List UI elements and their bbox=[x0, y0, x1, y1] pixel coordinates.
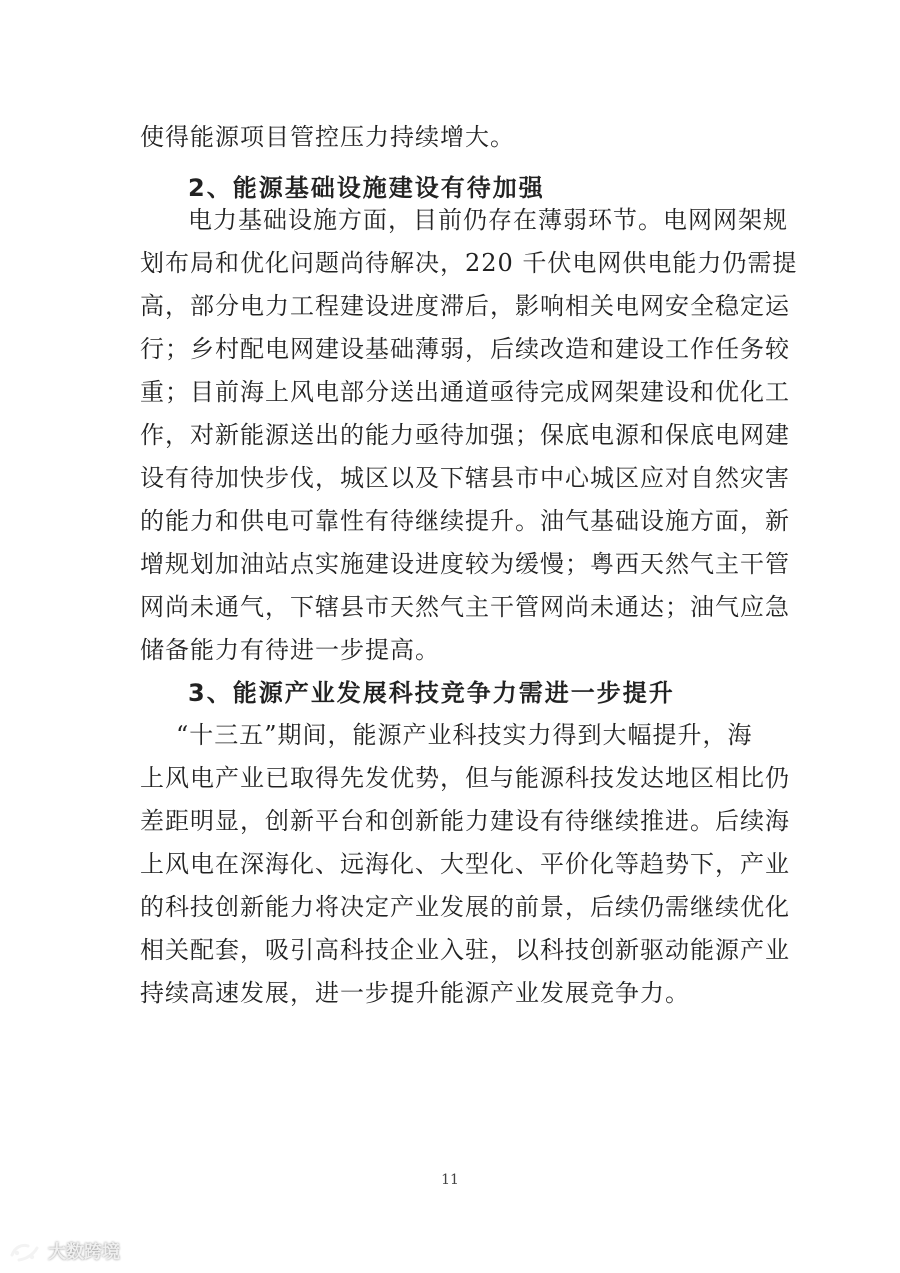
paragraph-line: 差距明显，创新平台和创新能力建设有待继续推进。后续海 bbox=[140, 807, 790, 835]
paragraph-line: 持续高速发展，进一步提升能源产业发展竞争力。 bbox=[140, 979, 690, 1007]
logo-icon bbox=[8, 1241, 42, 1265]
watermark bbox=[8, 1238, 148, 1268]
page-number: 11 bbox=[441, 1172, 459, 1188]
watermark-text: 大数跨境 bbox=[48, 1242, 120, 1263]
paragraph-line: “十三五”期间，能源产业科技实力得到大幅提升，海 bbox=[176, 721, 753, 749]
paragraph-line: 的能力和供电可靠性有待继续提升。油气基础设施方面，新 bbox=[140, 507, 790, 535]
section-heading-2: 2、能源基础设施建设有待加强 bbox=[188, 174, 545, 202]
paragraph-line: 重；目前海上风电部分送出通道亟待完成网架建设和优化工 bbox=[140, 378, 790, 406]
paragraph-line: 增规划加油站点实施建设进度较为缓慢；粤西天然气主干管 bbox=[140, 550, 790, 578]
paragraph-line: 储备能力有待进一步提高。 bbox=[140, 636, 440, 664]
paragraph-line: 的科技创新能力将决定产业发展的前景，后续仍需继续优化 bbox=[140, 893, 790, 921]
paragraph-line: 上风电产业已取得先发优势，但与能源科技发达地区相比仍 bbox=[140, 764, 790, 792]
paragraph-line: 上风电在深海化、远海化、大型化、平价化等趋势下，产业 bbox=[140, 850, 790, 878]
paragraph-line: 划布局和优化问题尚待解决，220 千伏电网供电能力仍需提 bbox=[140, 249, 798, 277]
paragraph-line: 网尚未通气，下辖县市天然气主干管网尚未通达；油气应急 bbox=[140, 593, 790, 621]
paragraph-line: 使得能源项目管控压力持续增大。 bbox=[140, 123, 515, 151]
paragraph-line: 设有待加快步伐，城区以及下辖县市中心城区应对自然灾害 bbox=[140, 464, 790, 492]
paragraph-line: 作，对新能源送出的能力亟待加强；保底电源和保底电网建 bbox=[140, 421, 790, 449]
paragraph-line: 高，部分电力工程建设进度滞后，影响相关电网安全稳定运 bbox=[140, 292, 790, 320]
paragraph-line: 相关配套，吸引高科技企业入驻，以科技创新驱动能源产业 bbox=[140, 936, 790, 964]
paragraph-line: 行；乡村配电网建设基础薄弱，后续改造和建设工作任务较 bbox=[140, 335, 790, 363]
section-heading-3: 3、能源产业发展科技竞争力需进一步提升 bbox=[188, 679, 675, 707]
paragraph-line: 电力基础设施方面，目前仍存在薄弱环节。电网网架规 bbox=[188, 206, 788, 234]
